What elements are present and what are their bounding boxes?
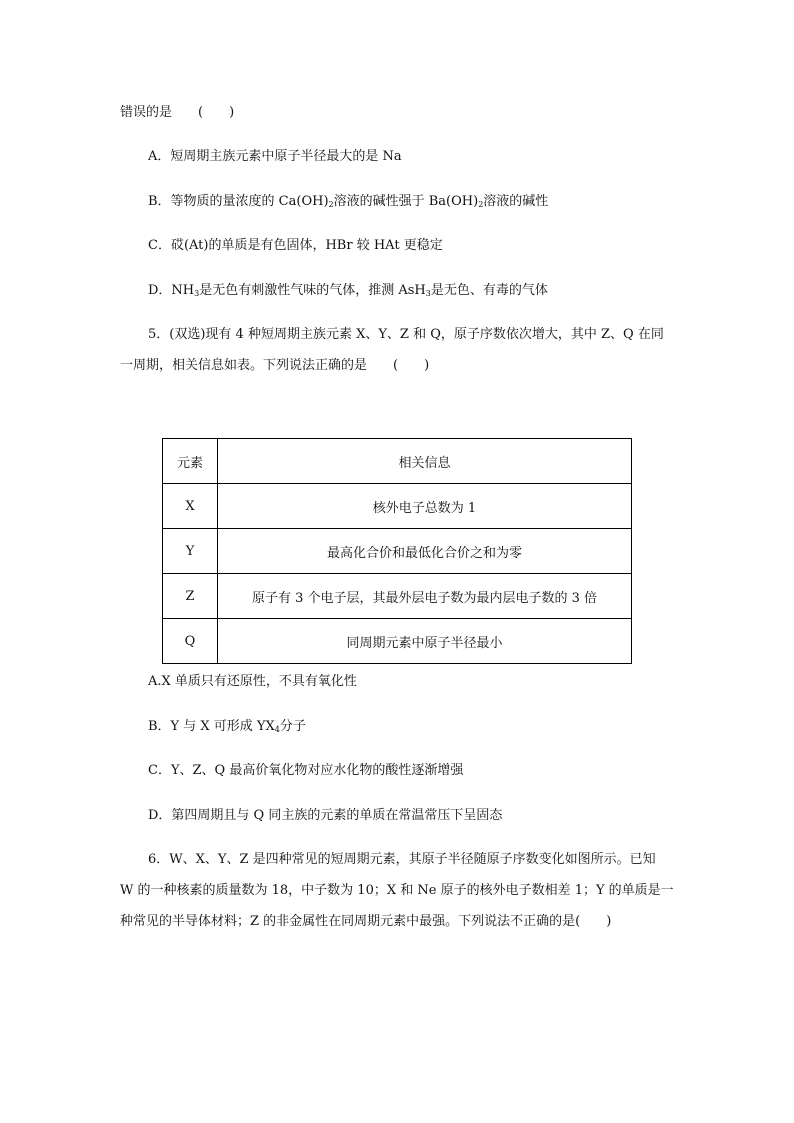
table-row	[163, 529, 632, 574]
cell-info: 最高化合价和最低化合价之和为零	[218, 529, 632, 574]
cell-element: Y	[163, 529, 218, 574]
q5-option-b: B．Y 与 X 可形成 $YX_4$分子	[148, 719, 306, 734]
cell-info: 同周期元素中原子半径最小	[218, 619, 632, 664]
q5-option-c: C．Y、Z、Q 最高价氧化物对应水化物的酸性逐渐增强	[148, 763, 464, 778]
question-intro: 错误的是 ( )	[120, 105, 235, 120]
table-row	[163, 484, 632, 529]
element-info-table	[162, 438, 632, 664]
header-element: 元素	[163, 439, 218, 484]
cell-element: Z	[163, 574, 218, 619]
q4-option-c: C．砹(At)的单质是有色固体，HBr 较 HAt 更稳定	[148, 238, 443, 253]
table-header-row	[163, 439, 632, 484]
q6-stem-line3: 种常见的半导体材料；Z 的非金属性在同周期元素中最强。下列说法不正确的是( )	[120, 914, 612, 929]
q6-stem-line2: W 的一种核素的质量数为 18，中子数为 10；X 和 Ne 原子的核外电子数相差 1；Y 的单质是一	[120, 883, 674, 898]
q5-option-a: A.X 单质只有还原性，不具有氧化性	[148, 674, 357, 689]
cell-element: Q	[163, 619, 218, 664]
q4-option-b: B．等物质的量浓度的 $Ca(OH)_2$溶液的碱性强于 $Ba(OH)_2$溶液的碱性	[148, 194, 549, 209]
table-row	[163, 574, 632, 619]
q5-option-d: D．第四周期且与 Q 同主族的元素的单质在常温常压下呈固态	[148, 808, 503, 823]
q6-stem-line1: 6．W、X、Y、Z 是四种常见的短周期元素，其原子半径随原子序数变化如图所示。已知	[148, 852, 656, 867]
header-info: 相关信息	[218, 439, 632, 484]
cell-element: X	[163, 484, 218, 529]
table-row	[163, 619, 632, 664]
q4-option-d: D．$NH_3$是无色有刺激性气味的气体，推测 AsH$_3$是无色、有毒的气体	[148, 283, 548, 298]
q4-option-a: A．短周期主族元素中原子半径最大的是 Na	[148, 149, 402, 164]
cell-info: 原子有 3 个电子层，其最外层电子数为最内层电子数的 3 倍	[218, 574, 632, 619]
q5-stem-line1: 5．(双选)现有 4 种短周期主族元素 X、Y、Z 和 Q，原子序数依次增大，其中 Z、Q 在同	[148, 327, 664, 342]
cell-info: 核外电子总数为 1	[218, 484, 632, 529]
q5-stem-line2: 一周期，相关信息如表。下列说法正确的是 ( )	[120, 358, 430, 373]
